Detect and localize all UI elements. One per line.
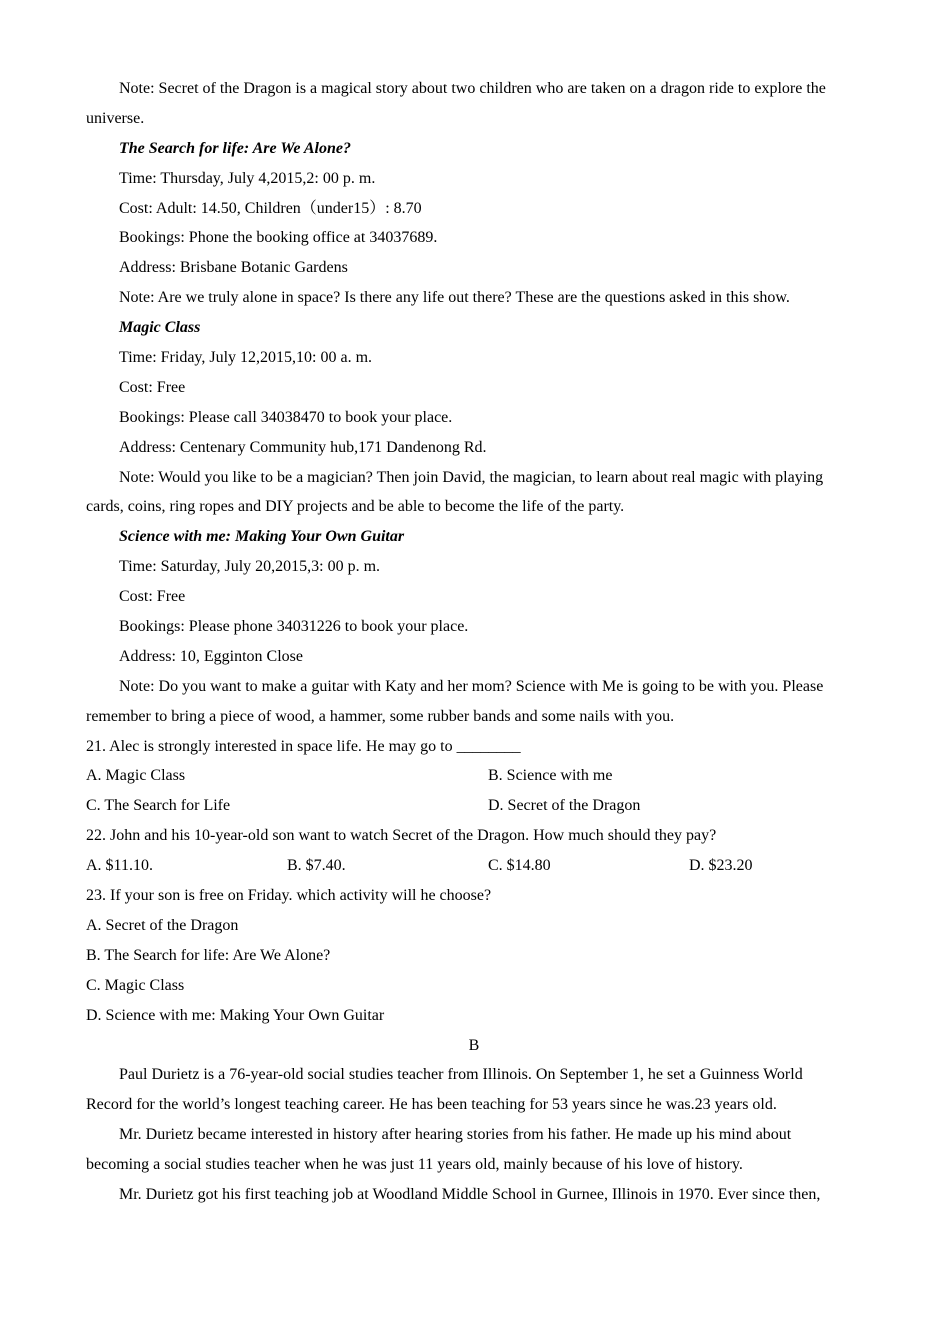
magic-note-line-2: cards, coins, ring ropes and DIY projects and be able to become the life of the party. — [86, 498, 625, 516]
guitar-address: Address: 10, Egginton Close — [119, 647, 303, 665]
magic-cost: Cost: Free — [119, 378, 186, 396]
q21-stem: 21. Alec is strongly interested in space life. He may go to ________ — [86, 737, 521, 755]
section-b-paragraph-2-line-1: Mr. Durietz became interested in history after hearing stories from his father. He made up his mind about — [119, 1126, 792, 1144]
guitar-bookings: Bookings: Please phone 34031226 to book your place. — [119, 618, 469, 636]
magic-note-line-1: Note: Would you like to be a magician? Then join David, the magician, to learn about real magic with playing — [119, 468, 824, 486]
guitar-time: Time: Saturday, July 20,2015,3: 00 p. m. — [119, 558, 381, 576]
q23-option-c: C. Magic Class — [86, 976, 185, 994]
magic-title: Magic Class — [119, 319, 201, 337]
q21-option-c: C. The Search for Life — [86, 797, 231, 815]
section-b-paragraph-1-line-2: Record for the world’s longest teaching career. He has been teaching for 53 years since he was.23 years old. — [86, 1096, 777, 1114]
q23-option-a: A. Secret of the Dragon — [86, 916, 239, 934]
q21-option-d: D. Secret of the Dragon — [488, 797, 641, 815]
q23-option-b: B. The Search for life: Are We Alone? — [86, 946, 331, 964]
search-title: The Search for life: Are We Alone? — [119, 139, 351, 157]
q22-option-b: B. $7.40. — [287, 857, 346, 875]
guitar-title: Science with me: Making Your Own Guitar — [119, 528, 405, 546]
section-b-paragraph-3-line-1: Mr. Durietz got his first teaching job at Woodland Middle School in Gurnee, Illinois in 1970. Ever since then, — [119, 1185, 821, 1203]
q21-option-b: B. Science with me — [488, 767, 613, 785]
q22-options-row — [86, 851, 862, 881]
search-note: Note: Are we truly alone in space? Is there any life out there? These are the questions asked in this show. — [119, 289, 790, 307]
q23-option-d: D. Science with me: Making Your Own Guitar — [86, 1006, 385, 1024]
document-page — [86, 74, 862, 1210]
search-bookings: Bookings: Phone the booking office at 34037689. — [119, 229, 438, 247]
search-address: Address: Brisbane Botanic Gardens — [119, 259, 348, 277]
q22-stem: 22. John and his 10-year-old son want to watch Secret of the Dragon. How much should they pay? — [86, 827, 717, 845]
q21-options-row-1 — [86, 761, 862, 791]
guitar-note-line-2: remember to bring a piece of wood, a hammer, some rubber bands and some nails with you. — [86, 707, 675, 725]
q23-stem: 23. If your son is free on Friday. which activity will he choose? — [86, 887, 492, 905]
q22-option-d: D. $23.20 — [689, 857, 753, 875]
q22-option-a: A. $11.10. — [86, 857, 153, 875]
dragon-note-line-2: universe. — [86, 109, 145, 127]
search-cost: Cost: Adult: 14.50, Children（under15）: 8.70 — [119, 199, 422, 217]
q21-options-row-2 — [86, 791, 862, 821]
magic-time: Time: Friday, July 12,2015,10: 00 a. m. — [119, 349, 373, 367]
section-b-paragraph-1-line-1: Paul Durietz is a 76-year-old social studies teacher from Illinois. On September 1, he set a Guinness World — [119, 1066, 803, 1084]
q22-option-c: C. $14.80 — [488, 857, 551, 875]
magic-address: Address: Centenary Community hub,171 Dandenong Rd. — [119, 438, 487, 456]
guitar-note-line-1: Note: Do you want to make a guitar with Katy and her mom? Science with Me is going to be with you. Please — [119, 677, 824, 695]
dragon-note-line-1: Note: Secret of the Dragon is a magical story about two children who are taken on a dragon ride to explore the — [119, 80, 826, 97]
q21-option-a: A. Magic Class — [86, 767, 186, 785]
guitar-cost: Cost: Free — [119, 588, 186, 606]
section-b-heading: B — [468, 1036, 480, 1054]
magic-bookings: Bookings: Please call 34038470 to book your place. — [119, 408, 453, 426]
search-time: Time: Thursday, July 4,2015,2: 00 p. m. — [119, 169, 376, 187]
section-b-paragraph-2-line-2: becoming a social studies teacher when he was just 11 years old, mainly because of his love of history. — [86, 1156, 743, 1174]
